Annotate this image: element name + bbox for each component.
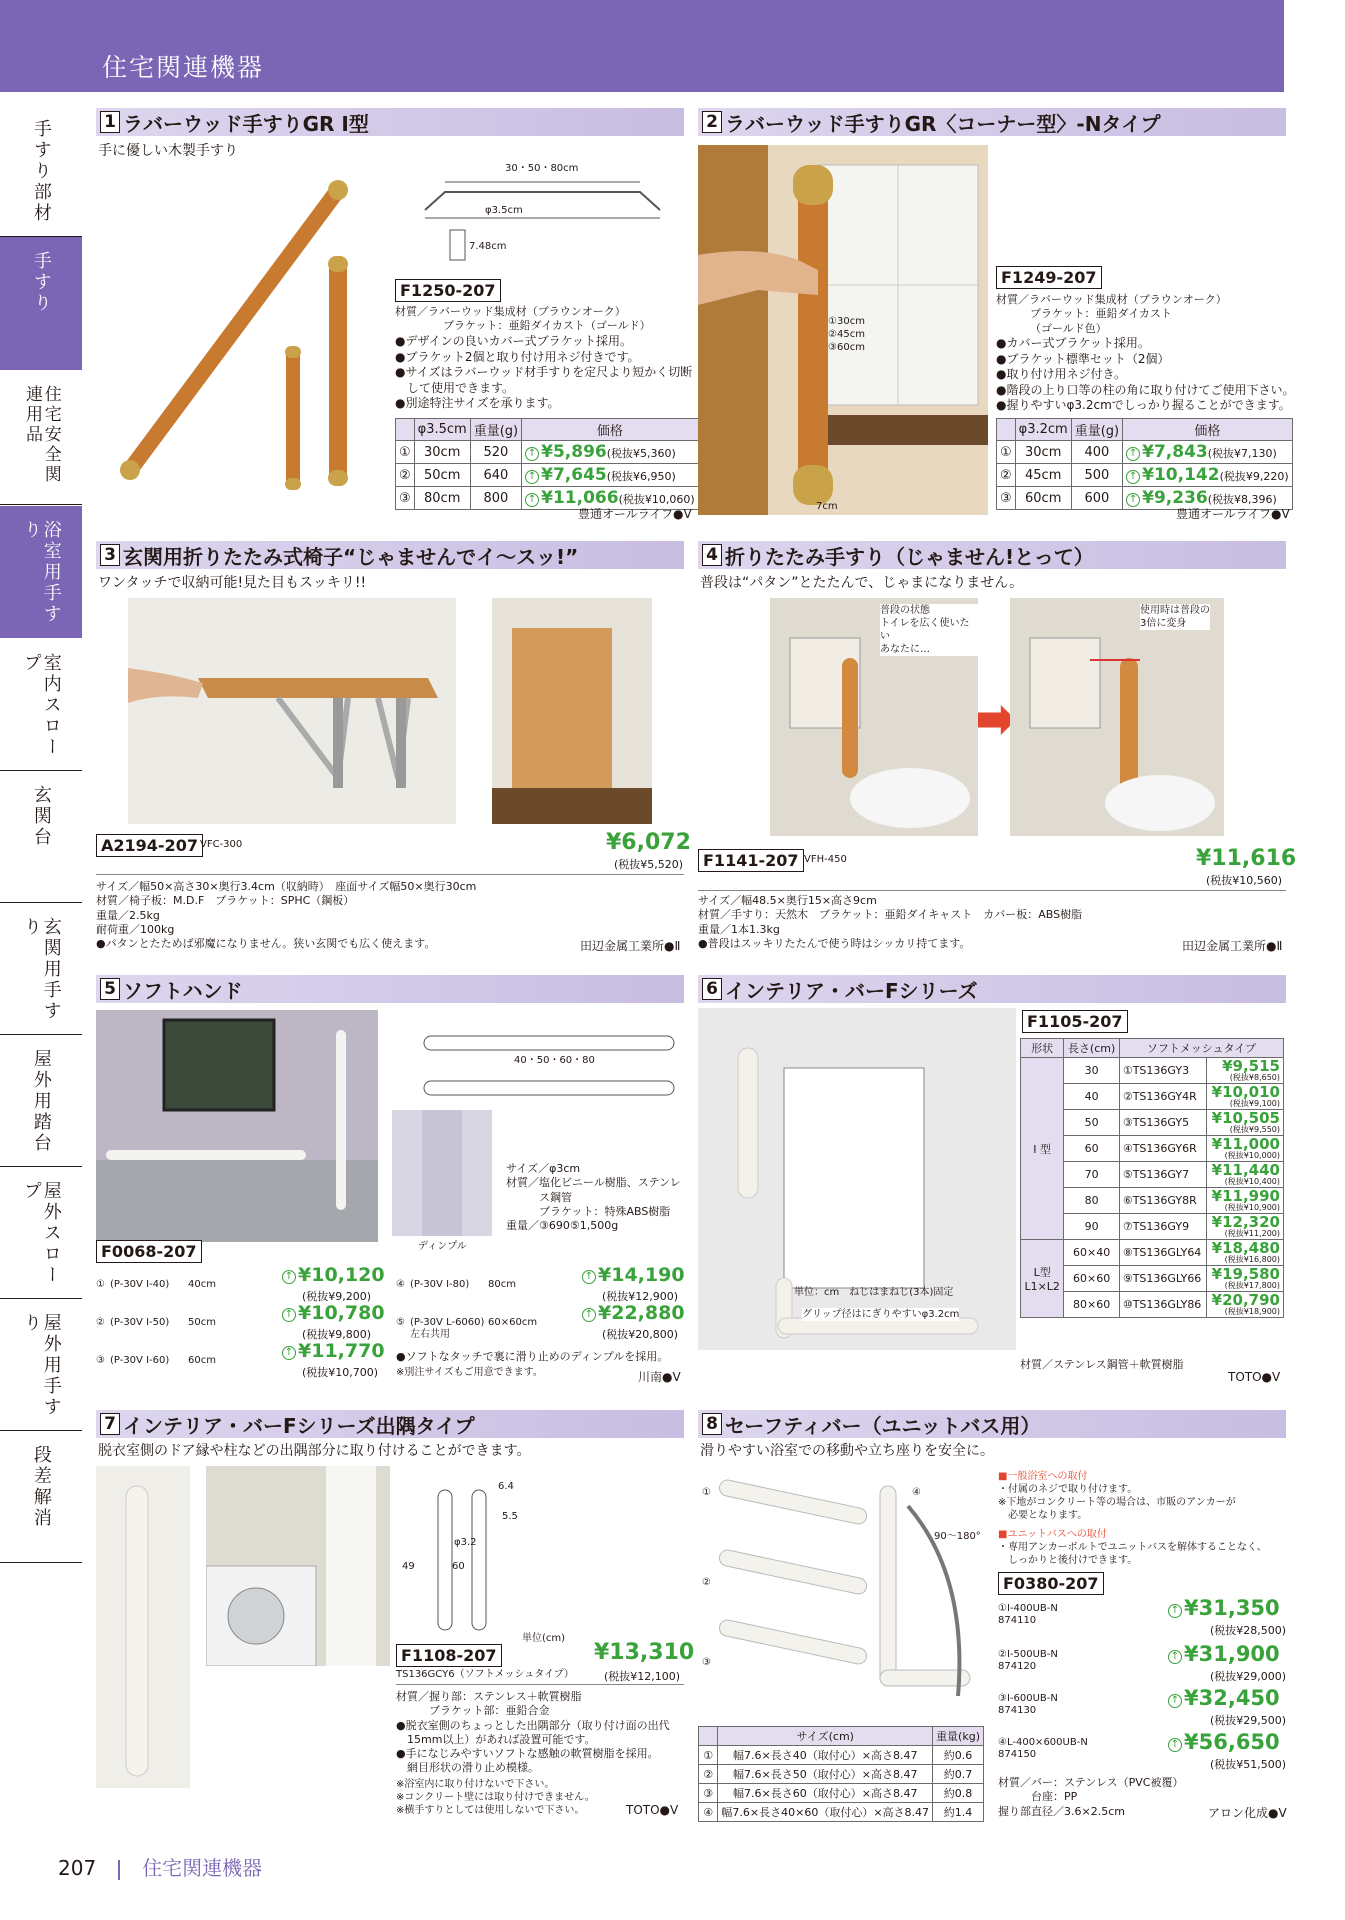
table-row: L型 L1×L2 60×40 ⑧TS136GLY64 ¥18,480 (税抜¥16,800) <box>1021 1240 1284 1266</box>
price-arrow-icon: ↑ <box>282 1270 296 1284</box>
page-header <box>0 0 1284 92</box>
section-3-price: ¥6,072 <box>606 830 691 855</box>
section-2-features: ●カバー式ブラケット採用。 ●ブラケット標準セット（2個） ●取り付け用ネジ付き。 ●階段の上り口等の柱の角に取り付けてご使用下さい。 ●握りやすいφ3.2cmでしっかり握ることができます。 <box>996 336 1295 413</box>
wood-handrail-image <box>110 170 410 510</box>
table-row: ① 幅7.6×長さ40（取付心）×高さ8.47 約0.6 <box>699 1746 984 1765</box>
price-arrow-icon: ↑ <box>582 1270 596 1284</box>
table-row: ① 30cm 400 ↑ ¥7,843(税抜¥7,130) <box>997 441 1293 464</box>
section-1-maker: 豊通オールライフ●V <box>578 507 692 521</box>
price-arrow-icon: ↑ <box>1126 470 1140 484</box>
sidebar-item-9[interactable]: 屋外用手すり <box>0 1299 82 1431</box>
section-8-heading: 8 セーフティバー（ユニットバス用） <box>698 1410 1286 1438</box>
section-5-items-left: ① (P-30V I-40) 40cm ↑ ¥10,120 (税抜¥9,200) ② (P-30V I-50) 50cm ↑ ¥10,780 (税抜¥9,800) ③ (P-30V I-60) 60cm ↑ ¥11,770 (税抜¥10,700) <box>96 1264 385 1379</box>
section-4-heading: 4 折りたたみ手すり（じゃません!とって） <box>698 541 1286 569</box>
table-row: ④ 幅7.6×長さ40×60（取付心）×高さ8.47 約1.4 <box>699 1803 984 1822</box>
section-6-material: 材質／ステンレス鋼管＋軟質樹脂 <box>1020 1358 1184 1371</box>
table-row: ③ 幅7.6×長さ60（取付心）×高さ8.47 約0.8 <box>699 1784 984 1803</box>
section-7-dimension-diagram: 6.4 5.5 49 60 φ3.2 単位(cm) <box>402 1481 566 1644</box>
price-arrow-icon: ↑ <box>525 447 539 461</box>
price-arrow-icon: ↑ <box>1126 493 1140 507</box>
sidebar-item-1[interactable]: 手すり <box>0 237 82 371</box>
dimension-drawing <box>405 160 675 270</box>
corner-handrail-photo: ①30cm ②45cm ③60cm 7cm <box>698 145 988 515</box>
section-1-material: 材質／ラバーウッド集成材（ブラウンオーク） ブラケット：亜鉛ダイカスト（ゴールド） <box>395 305 651 333</box>
section-4-maker: 田辺金属工業所●Ⅱ <box>1182 939 1283 953</box>
section-7-model: TS136GCY6（ソフトメッシュタイプ） <box>396 1669 574 1680</box>
section-8-subtitle: 滑りやすい浴室での移動や立ち座りを安全に。 <box>700 1443 994 1459</box>
table-row: 80×60 ⑩TS136GLY86 ¥20,790 (税抜¥18,900) <box>1021 1292 1284 1318</box>
sidebar-item-10[interactable]: 段差解消 <box>0 1431 82 1563</box>
table-row: 50 ③TS136GY5 ¥10,505 (税抜¥9,550) <box>1021 1110 1284 1136</box>
sidebar-item-7[interactable]: 屋外用踏台 <box>0 1035 82 1167</box>
table-row: 60 ④TS136GY6R ¥11,000 (税抜¥10,000) <box>1021 1136 1284 1162</box>
section-5-note: ●ソフトなタッチで裏に滑り止めのディンプルを採用。 <box>396 1350 669 1363</box>
section-7-subtitle: 脱衣室側のドア縁や柱などの出隅部分に取り付けることができます。 <box>98 1443 531 1459</box>
section-7-tax: (税抜¥12,100) <box>604 1670 681 1683</box>
section-5-heading: 5 ソフトハンド <box>96 975 684 1003</box>
sidebar-item-6[interactable]: 玄関用手すり <box>0 903 82 1035</box>
section-1-product-code: F1250-207 <box>395 279 501 302</box>
sidebar-item-5[interactable]: 玄関台 <box>0 771 82 903</box>
interior-bar-photo: 単位：cm ねじはまねじ(3本)固定 グリップ径はにぎりやすいφ3.2cm <box>698 1008 1016 1350</box>
table-row: 90 ⑦TS136GY9 ¥12,320 (税抜¥11,200) <box>1021 1214 1284 1240</box>
section-2-price-table: φ3.2cm 重量(g) 価格 ① 30cm 400 ↑ ¥7,843(税抜¥7,130) ② 45cm 500 ↑ ¥10,142(税抜¥9,220) ③ 60cm 600 ↑ ¥9,236(税抜¥8,396) <box>996 418 1293 510</box>
section-4-spec: サイズ／幅48.5×奥行15×高さ9cm 材質／手すり：天然木 ブラケット：亜鉛ダイキャスト カバー板：ABS樹脂 重量／1本1.3kg ●普段はスッキリたたんで使う時はシッカリ持てます。 <box>698 894 1083 950</box>
section-7-price: ¥13,310 <box>594 1640 695 1665</box>
table-row: ② 幅7.6×長さ50（取付心）×高さ8.47 約0.7 <box>699 1765 984 1784</box>
folded-chair-photo <box>492 598 652 824</box>
price-arrow-icon: ↑ <box>1168 1694 1182 1708</box>
section-3-tax: (税抜¥5,520) <box>614 858 684 871</box>
section-4-product-code: F1141-207 <box>698 849 804 872</box>
soft-hand-bathroom-photo <box>96 1010 378 1242</box>
section-1-price-table: φ3.5cm 重量(g) 価格 ① 30cm 520 ↑ ¥5,896(税抜¥5,360) ② 50cm 640 ↑ ¥7,645(税抜¥6,950) ③ 80cm 800 ↑ ¥11,066(税抜¥10,060) <box>395 418 699 510</box>
washroom-photo <box>206 1466 390 1666</box>
soft-hand-dimension-diagram: 40・50・60・80 <box>414 1016 684 1120</box>
sidebar-item-8[interactable]: 屋外スロープ <box>0 1167 82 1299</box>
dimple-closeup-photo <box>392 1110 492 1236</box>
section-6-maker: TOTO●V <box>1228 1370 1281 1384</box>
section-2-product-code: F1249-207 <box>996 266 1102 289</box>
section-3-subtitle: ワンタッチで収納可能!見た目もスッキリ!! <box>98 575 367 591</box>
section-1-dimension-diagram: 30・50・80cm φ3.5cm 7.48cm <box>405 160 675 270</box>
folding-chair-photo <box>128 598 456 824</box>
sidebar-item-3[interactable]: 浴室用手すり <box>0 505 82 639</box>
section-7-maker: TOTO●V <box>626 1803 679 1817</box>
section-1-subtitle: 手に優しい木製手すり <box>98 143 238 159</box>
section-7-product-code: F1108-207 <box>396 1644 502 1667</box>
page-footer <box>58 1852 262 1881</box>
section-4-subtitle: 普段は“パタン”とたたんで、じゃまになりません。 <box>700 575 1024 591</box>
section-7-notes: ※浴室内に取り付けないで下さい。 ※コンクリート壁には取り付けできません。 ※横手すりとしては使用しないで下さい。 <box>396 1779 595 1816</box>
corner-bar-photo <box>96 1466 190 1788</box>
section-4-tax: (税抜¥10,560) <box>1206 874 1283 887</box>
footer-label: 住宅関連機器 <box>142 1856 263 1880</box>
section-2-maker: 豊通オールライフ●V <box>1176 507 1290 521</box>
section-3-divider <box>96 874 684 875</box>
section-3-spec: サイズ／幅50×高さ30×奥行3.4cm（収納時） 座面サイズ幅50×奥行30cm 材質／椅子板：M.D.F ブラケット：SPHC（鋼板） 重量／2.5kg 耐荷重／100kg ●パタンとたためば邪魔になりません。狭い玄関でも広く使えます。 <box>96 880 477 951</box>
section-3-maker: 田辺金属工業所●Ⅱ <box>580 939 681 953</box>
section-8-maker: アロン化成●V <box>1208 1806 1287 1820</box>
section-1-heading: 1 ラバーウッド手すりGR I型 <box>96 108 684 136</box>
table-row: ② 50cm 640 ↑ ¥7,645(税抜¥6,950) <box>396 464 699 487</box>
section-3-heading: 3 玄関用折りたたみ式椅子“じゃませんでイ〜スッ!” <box>96 541 684 569</box>
price-arrow-icon: ↑ <box>282 1308 296 1322</box>
dimple-label: ディンプル <box>418 1241 467 1252</box>
section-8-product-code: F0380-207 <box>998 1572 1104 1595</box>
section-5-maker: 川南●V <box>638 1370 681 1384</box>
section-1-features: ●デザインの良いカバー式ブラケット採用。 ●ブラケット2個と取り付け用ネジ付きです。 ●サイズはラバーウッド材手すりを定尺より短かく切断 して使用できます。 ●別途特注サイズを承ります。 <box>395 334 693 411</box>
section-6-heading: 6 インテリア・バーFシリーズ <box>698 975 1286 1003</box>
table-row: ③ 80cm 800 ↑ ¥11,066(税抜¥10,060) <box>396 487 699 510</box>
page-number: 207 <box>58 1856 97 1880</box>
section-2-material: 材質／ラバーウッド集成材（ブラウンオーク） ブラケット：亜鉛ダイカスト （ゴールド色） <box>996 293 1227 335</box>
page-title: 住宅関連機器 <box>102 53 265 82</box>
section-4-divider <box>698 890 1286 891</box>
section-7-divider <box>396 1684 684 1685</box>
section-6-product-code: F1105-207 <box>1022 1010 1128 1033</box>
price-arrow-icon: ↑ <box>1168 1604 1182 1618</box>
safety-bar-illustration: ① ② ③ ④ 90〜180° <box>698 1466 998 1726</box>
price-arrow-icon: ↑ <box>1168 1738 1182 1752</box>
sidebar-item-0[interactable]: 手すり部材 <box>0 105 82 237</box>
table-row: 40 ②TS136GY4R ¥10,010 (税抜¥9,100) <box>1021 1084 1284 1110</box>
sidebar-item-2[interactable]: 住宅安全関連用品 <box>0 371 82 505</box>
section-8-material: 材質／バー：ステンレス（PVC被覆） 台座：PP 握り部直径／3.6×2.5cm <box>998 1776 1184 1818</box>
section-8-install-notes: ■一般浴室への取付 ・付属のネジで取り付けます。 ※下地がコンクリート等の場合は、市販のアンカーが 必要となります。 ■ユニットバスへの取付 ・専用アンカーボルトでユニットバスを解体することなく、 しっかりと後付けできます。 <box>998 1471 1267 1566</box>
table-row: ① 30cm 520 ↑ ¥5,896(税抜¥5,360) <box>396 441 699 464</box>
price-arrow-icon: ↑ <box>525 470 539 484</box>
price-arrow-icon: ↑ <box>582 1308 596 1322</box>
price-arrow-icon: ↑ <box>1168 1650 1182 1664</box>
section-4-model: VFH-450 <box>804 854 847 865</box>
section-6-price-table: 形状 長さ(cm) ソフトメッシュタイプ I 型 30 ①TS136GY3 ¥9,515 (税抜¥8,650) 40 ②TS136GY4R ¥10,010 (税抜¥9,100) 50 ③TS136GY5 ¥10,505 (税抜¥9,550) 60 ④TS136GY6R ¥11,000 (税抜¥10,000) 70 ⑤TS136GY7 ¥11,440 (税抜¥10,400) 80 ⑥TS136GY8R ¥11,990 (税抜¥10,900) 90 ⑦TS136GY9 ¥12,320 (税抜¥11,200) L型 L1×L2 60×40 ⑧TS136GLY64 ¥18,480 (税抜¥16,800) 60×60 ⑨TS136GLY66 ¥19,580 (税抜¥17,800) 80×60 ⑩TS136GLY86 ¥20,790 (税抜¥18,900) <box>1020 1038 1284 1318</box>
section-8-size-table: サイズ(cm) 重量(kg) ① 幅7.6×長さ40（取付心）×高さ8.47 約0.6 ② 幅7.6×長さ50（取付心）×高さ8.47 約0.7 ③ 幅7.6×長さ60（取付心）×高さ8.47 約0.8 ④ 幅7.6×長さ40×60（取付心）×高さ8.47 約1.4 <box>698 1726 984 1822</box>
folding-handrail-open-photo: 使用時は普段の 3倍に変身 <box>1010 598 1224 836</box>
footer-divider <box>118 1860 120 1880</box>
sidebar-item-4[interactable]: 室内スロープ <box>0 639 82 771</box>
section-5-spec: サイズ／φ3cm 材質／塩化ビニール樹脂、ステンレ ス鋼管 ブラケット：特殊ABS樹脂 重量／③690⑤1,500g <box>506 1162 681 1233</box>
table-row: ③ 60cm 600 ↑ ¥9,236(税抜¥8,396) <box>997 487 1293 510</box>
price-arrow-icon: ↑ <box>282 1346 296 1360</box>
price-arrow-icon: ↑ <box>1126 447 1140 461</box>
folding-handrail-closed-photo: 普段の状態 トイレを広く使いたい あなたに… <box>770 598 978 836</box>
section-7-spec: 材質／握り部：ステンレス＋軟質樹脂 ブラケット部：亜鉛合金 ●脱衣室側のちょっとした出隅部分（取り付け面の出代 15mm以上）があれば設置可能です。 ●手になじみやすいソフトな感触の軟質樹脂を採用。 網目形状の滑り止め模様。 <box>396 1690 670 1775</box>
section-4-price: ¥11,616 <box>1196 846 1297 871</box>
section-5-items-right: ④ (P-30V I-80) 80cm ↑ ¥14,190 (税抜¥12,900) ⑤ (P-30V L-6060) 60×60cm 左右共用 ↑ ¥22,880 (税抜¥20,800) <box>396 1264 685 1341</box>
table-row: 80 ⑥TS136GY8R ¥11,990 (税抜¥10,900) <box>1021 1188 1284 1214</box>
table-row: 70 ⑤TS136GY7 ¥11,440 (税抜¥10,400) <box>1021 1162 1284 1188</box>
table-row: ② 45cm 500 ↑ ¥10,142(税抜¥9,220) <box>997 464 1293 487</box>
section-2-heading: 2 ラバーウッド手すりGR〈コーナー型〉-Nタイプ <box>698 108 1286 136</box>
section-5-note2: ※別注サイズもご用意できます。 <box>396 1367 543 1378</box>
table-row: 60×60 ⑨TS136GLY66 ¥19,580 (税抜¥17,800) <box>1021 1266 1284 1292</box>
wood-handrail-photo <box>110 170 410 510</box>
section-7-heading: 7 インテリア・バーFシリーズ出隅タイプ <box>96 1410 684 1438</box>
section-3-product-code: A2194-207 <box>96 834 203 857</box>
price-arrow-icon: ↑ <box>525 493 539 507</box>
section-8-items: ①I-400UB-N 874110 ↑ ¥31,350 (税抜¥28,500) ②I-500UB-N 874120 ↑ ¥31,900 (税抜¥29,000) ③I-600UB-N 874130 ↑ ¥32,450 (税抜¥29,500) ④L-400×600UB-N 874150 ↑ ¥56,650 (税抜¥51,500) <box>998 1596 1287 1771</box>
table-row: I 型 30 ①TS136GY3 ¥9,515 (税抜¥8,650) <box>1021 1058 1284 1084</box>
section-3-model: VFC-300 <box>200 839 243 850</box>
section-5-product-code: F0068-207 <box>96 1240 202 1263</box>
